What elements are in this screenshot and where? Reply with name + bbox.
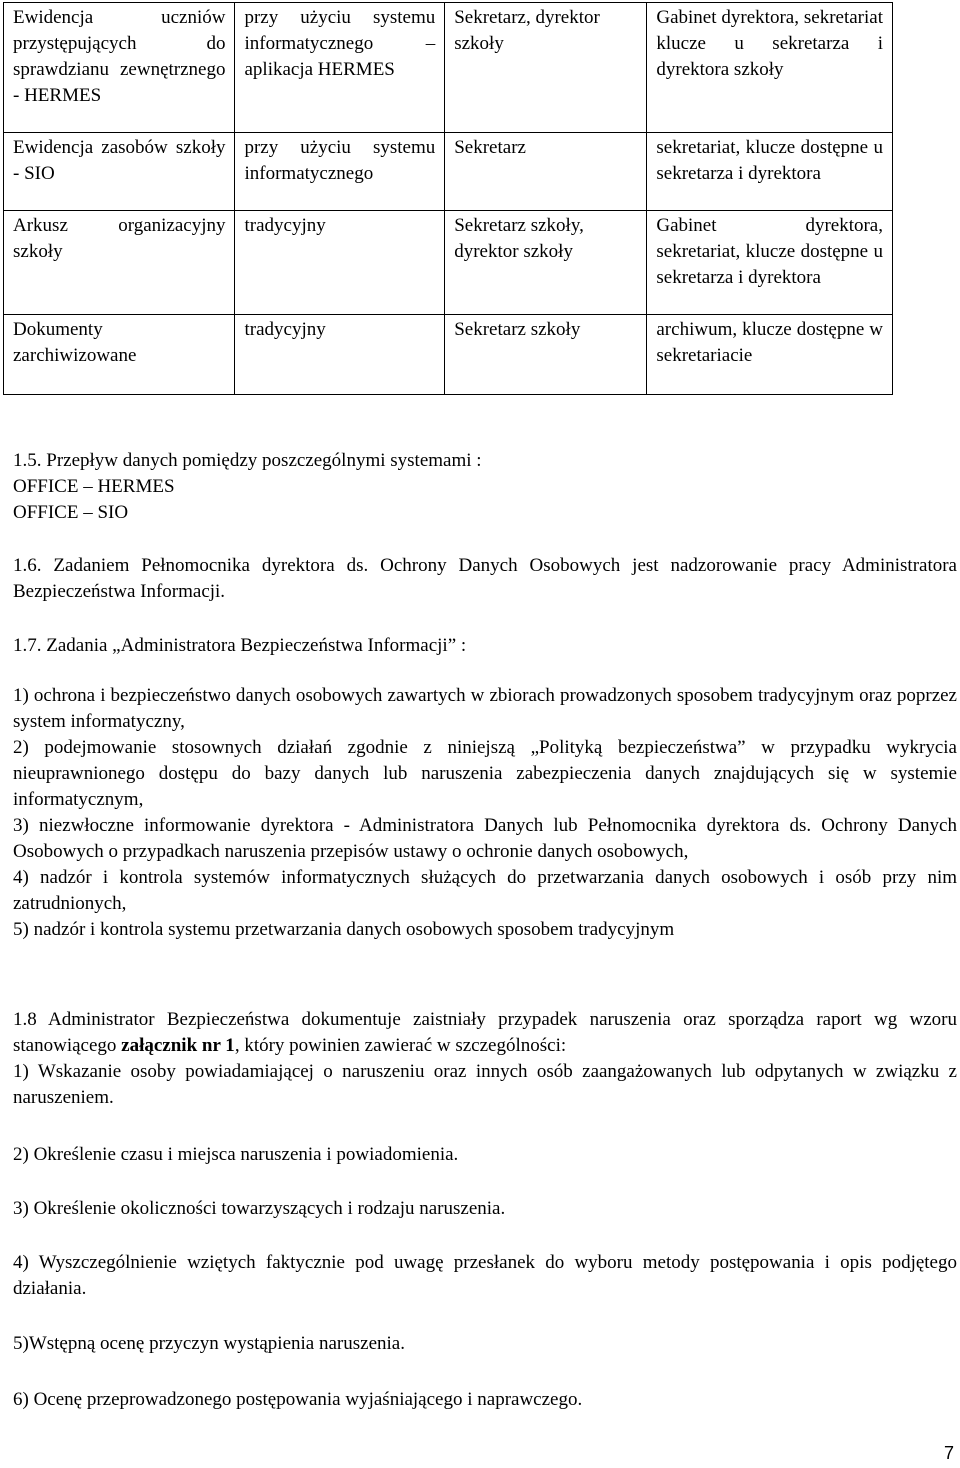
- table-row: [4, 315, 893, 395]
- table-cell-method: przy użyciu systemu informatycznego: [235, 133, 445, 211]
- list-item: 1) Wskazanie osoby powiadamiającej o naruszeniu oraz innych osób zaangażowanych lub odpytanych w związku z naruszeniem.: [13, 1061, 957, 1108]
- list-item: 2) podejmowanie stosownych działań zgodnie z niniejszą „Polityką bezpieczeństwa” w przypadku wykrycia nieuprawnionego dostępu do bazy danych lub naruszenia zabezpieczenia danych znajdujących się w systemie informatycznym,: [13, 737, 957, 810]
- records-table: [3, 2, 893, 395]
- paragraph-text: , który powinien zawierać w szczególności:: [234, 1035, 567, 1056]
- table-cell-location: Gabinet dyrektora, sekretariat, klucze dostępne u sekretarza i dyrektora: [647, 211, 893, 315]
- paragraph-text: 1.8 Administrator Bezpieczeństwa dokumentuje zaistniały przypadek naruszenia oraz sporządza raport wg wzoru stanowiącego: [13, 1009, 957, 1056]
- table-cell-method: tradycyjny: [235, 211, 445, 315]
- section-1-8-item-6: [13, 1387, 957, 1413]
- list-item: 3) niezwłoczne informowanie dyrektora - Administratora Danych lub Pełnomocnika dyrektora ds. Ochrony Danych Osobowych o przypadkach naruszenia przepisów ustawy o ochronie danych osobowych,: [13, 815, 957, 862]
- table-cell-location: sekretariat, klucze dostępne u sekretarza i dyrektora: [647, 133, 893, 211]
- paragraph: [13, 1007, 957, 1059]
- page-number: 7: [943, 1443, 954, 1463]
- flow-item: OFFICE – HERMES: [13, 476, 175, 497]
- table-cell-method: tradycyjny: [235, 315, 445, 395]
- table-cell-record-type: Arkusz organizacyjny szkoły: [4, 211, 235, 315]
- paragraph: 1.6. Zadaniem Pełnomocnika dyrektora ds. Ochrony Danych Osobowych jest nadzorowanie pracy Administratora Bezpieczeństwa Informacji.: [13, 555, 957, 602]
- section-1-7: [13, 633, 957, 659]
- section-heading: 1.7. Zadania „Administratora Bezpieczeństwa Informacji” :: [13, 635, 467, 656]
- table-cell-record-type: Dokumenty zarchiwizowane: [4, 315, 235, 395]
- section-heading: 1.5. Przepływ danych pomiędzy poszczególnymi systemami :: [13, 450, 482, 471]
- list-item: 1) ochrona i bezpieczeństwo danych osobowych zawartych w zbiorach prowadzonych sposobem tradycyjnym oraz poprzez system informatyczny,: [13, 685, 957, 732]
- table-cell-location: Gabinet dyrektora, sekretariat klucze u sekretarza i dyrektora szkoły: [647, 3, 893, 133]
- section-1-8-item-3: [13, 1196, 957, 1222]
- list-item: 4) Wyszczególnienie wziętych faktycznie pod uwagę przesłanek do wyboru metody postępowania i opis podjętego działania.: [13, 1252, 957, 1299]
- section-1-8-item-2: [13, 1142, 957, 1168]
- section-1-8-item-4: [13, 1250, 957, 1302]
- section-1-7-list: [13, 683, 957, 943]
- table-cell-record-type: Ewidencja uczniów przystępujących do sprawdzianu zewnętrznego - HERMES: [4, 3, 235, 133]
- table-cell-record-type: Ewidencja zasobów szkoły - SIO: [4, 133, 235, 211]
- attachment-reference: załącznik nr 1: [121, 1035, 235, 1056]
- table-row: [4, 3, 893, 133]
- list-item: 6) Ocenę przeprowadzonego postępowania wyjaśniającego i naprawczego.: [13, 1389, 583, 1410]
- table-cell-responsible: Sekretarz, dyrektor szkoły: [445, 3, 647, 133]
- section-1-6: [13, 553, 957, 605]
- list-item: 4) nadzór i kontrola systemów informatycznych służących do przetwarzania danych osobowych i osób przy nim zatrudnionych,: [13, 867, 957, 914]
- section-1-5: [13, 448, 957, 526]
- table-row: [4, 133, 893, 211]
- list-item: 2) Określenie czasu i miejsca naruszenia i powiadomienia.: [13, 1144, 459, 1165]
- section-1-8: [13, 1007, 957, 1111]
- table-row: [4, 211, 893, 315]
- list-item: 5)Wstępną ocenę przyczyn wystąpienia naruszenia.: [13, 1333, 405, 1354]
- table-cell-responsible: Sekretarz szkoły, dyrektor szkoły: [445, 211, 647, 315]
- section-1-8-item-5: [13, 1331, 957, 1357]
- table-cell-location: archiwum, klucze dostępne w sekretariacie: [647, 315, 893, 395]
- flow-item: OFFICE – SIO: [13, 502, 129, 523]
- list-item: 3) Określenie okoliczności towarzyszących i rodzaju naruszenia.: [13, 1198, 506, 1219]
- table-cell-method: przy użyciu systemu informatycznego – aplikacja HERMES: [235, 3, 445, 133]
- table-cell-responsible: Sekretarz szkoły: [445, 315, 647, 395]
- list-item: 5) nadzór i kontrola systemu przetwarzania danych osobowych sposobem tradycyjnym: [13, 919, 675, 940]
- table-cell-responsible: Sekretarz: [445, 133, 647, 211]
